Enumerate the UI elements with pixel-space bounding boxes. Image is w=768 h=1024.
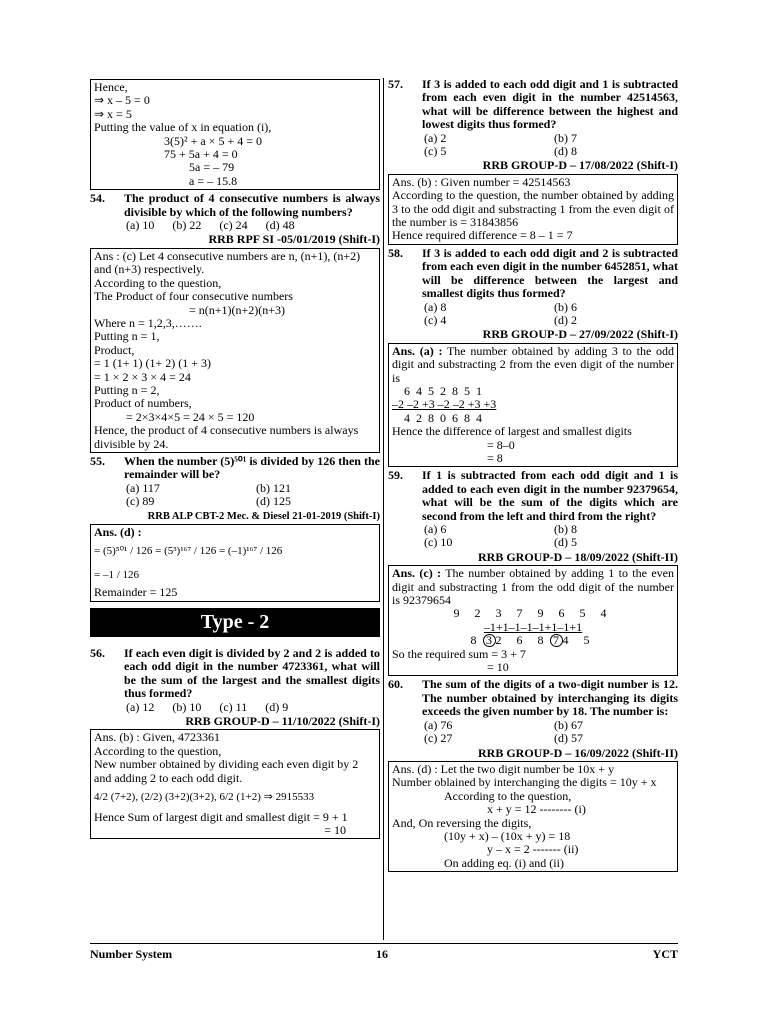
option: (d) 48: [265, 218, 295, 233]
text-line: = 1 × 2 × 3 × 4 = 24: [94, 369, 191, 384]
exam-source: RRB GROUP-D – 18/09/2022 (Shift-II): [478, 549, 678, 564]
text-line: According to the question,: [444, 788, 572, 803]
text-line: New number obtained by dividing each even digit by 2 and adding 2 to each odd digit.: [94, 757, 359, 785]
question-text: The product of 4 consecutive numbers is always divisible by which of the following numbers?: [124, 191, 380, 219]
question-54-options: [90, 219, 380, 232]
option: (a) 76: [424, 717, 453, 732]
footer-publisher: YCT: [652, 947, 678, 961]
option: (b) 10: [172, 699, 202, 714]
question-58-options: [388, 301, 678, 328]
text-line: ⇒ x – 5 = 0: [94, 93, 150, 108]
right-column: [388, 78, 678, 873]
text-line: 3(5)² + a × 5 + 4 = 0: [164, 133, 262, 148]
option: (d) 8: [554, 144, 577, 159]
answer-55-box: [90, 524, 380, 602]
text-line: According to the question, the number obtained by adding 3 to the odd digit and substracting 1 from the even digit of the number is = 31843856: [392, 188, 674, 230]
equation: = (5)⁵⁰¹ / 126 = (5³)¹⁶⁷ / 126 = (–1)¹⁶⁷ / 126: [94, 545, 283, 558]
text-line: y – x = 2 ------- (ii): [487, 842, 579, 857]
digit-row: 9 2 3 7 9 6 5 4: [453, 606, 613, 621]
text-line: On adding eq. (i) and (ii): [444, 855, 564, 870]
question-text: The sum of the digits of a two-digit number is 12. The number obtained by interchanging its digits exceeds the given number by 18. The number is:: [422, 677, 678, 719]
question-number: 55.: [90, 453, 105, 468]
question-56-options: [90, 701, 380, 714]
text-line: Where n = 1,2,3,…….: [94, 315, 202, 330]
text-line: So the required sum = 3 + 7: [392, 646, 526, 661]
option: (a) 2: [424, 130, 447, 145]
question-60-options: [388, 719, 678, 746]
text-line: Putting the value of x in equation (i),: [94, 120, 272, 135]
question-56: [90, 647, 380, 701]
text-line: (10y + x) – (10x + y) = 18: [444, 828, 571, 843]
exam-source: RRB GROUP-D – 17/08/2022 (Shift-I): [482, 158, 678, 173]
left-column: [90, 78, 380, 840]
answer-text: The number obtained by adding 1 to the even digit and substracting 1 from the odd digit of the number is 92379654: [392, 566, 674, 608]
exam-source: RRB GROUP-D – 16/09/2022 (Shift-II): [478, 745, 678, 760]
page-number: 16: [376, 947, 388, 961]
question-59: [388, 469, 678, 523]
question-text: If 1 is subtracted from each odd digit and 1 is added to each even digit in the number 92379654, what will be the sum of the digits which are second from the left and third from the right?: [422, 468, 678, 523]
result-row: 4 2 8 0 6 8 4: [404, 410, 482, 425]
option: (c) 24: [219, 218, 248, 233]
option: (b) 7: [554, 130, 577, 145]
text-line: = 10: [324, 822, 346, 837]
option: (c) 10: [424, 535, 453, 550]
text-line: The Product of four consecutive numbers: [94, 289, 293, 304]
question-57-options: [388, 132, 678, 159]
question-number: 56.: [90, 646, 105, 661]
text-line: Putting n = 1,: [94, 329, 160, 344]
question-text: If each even digit is divided by 2 and 2 is added to each odd digit in the number 4723361, what will be the sum of the largest and the smallest digits thus formed?: [124, 646, 380, 701]
exam-source: RRB GROUP-D – 11/10/2022 (Shift-I): [185, 714, 380, 729]
option: (d) 9: [265, 699, 289, 714]
answer-head: Ans. (d) :: [94, 525, 142, 539]
digit-row: 6 4 5 2 8 5 1: [404, 383, 482, 398]
result-digits: 2 6 8: [495, 633, 550, 648]
equation: = –1 / 126: [94, 568, 140, 581]
text-line: a = – 15.8: [189, 173, 238, 188]
option: (c) 27: [424, 731, 453, 746]
circled-digit: 3: [483, 634, 496, 647]
exam-source: RRB GROUP-D – 27/09/2022 (Shift-I): [482, 327, 678, 342]
option: (c) 89: [126, 494, 155, 509]
question-number: 59.: [388, 468, 403, 483]
answer-56-box: [90, 729, 380, 839]
answer-text: The number obtained by adding 3 to the odd digit and substracting 2 from the even digit of the number is: [392, 343, 674, 385]
text-line: According to the question,: [94, 275, 222, 290]
option: (a) 8: [424, 299, 447, 314]
question-text: If 3 is added to each odd digit and 1 is subtracted from each even digit in the number 42514563, what will be difference between the highest and lowest digits thus formed?: [422, 77, 678, 132]
option: (c) 5: [424, 144, 447, 159]
question-58: [388, 247, 678, 301]
result-digit: 8: [470, 633, 483, 648]
text-line: Hence, the product of 4 consecutive numbers is always divisible by 24.: [94, 423, 359, 451]
question-57: [388, 78, 678, 132]
option: (a) 6: [424, 522, 447, 536]
text-line: = 1 (1+ 1) (1+ 2) (1 + 3): [94, 356, 212, 371]
text-line: Number oblained by interchanging the digits = 10y + x: [392, 775, 657, 790]
question-number: 60.: [388, 677, 403, 692]
text-line: Product,: [94, 342, 135, 357]
text-line: Hence required difference = 8 – 1 = 7: [392, 228, 573, 243]
operation-row: –2 –2 +3 –2 –2 +3 +3: [392, 397, 497, 412]
equation: 4/2 (7+2), (2/2) (3+2)(3+2), 6/2 (1+2) ⇒ 2915533: [94, 791, 315, 804]
text-line: = n(n+1)(n+2)(n+3): [189, 302, 286, 317]
question-number: 54.: [90, 191, 105, 206]
answer-54-box: [90, 248, 380, 453]
question-number: 58.: [388, 245, 403, 260]
text-line: Hence the difference of largest and smallest digits: [392, 424, 632, 439]
text-line: Ans. (d) : Let the two digit number be 10x + y: [392, 761, 615, 776]
question-59-options: [388, 523, 678, 550]
option: (b) 121: [256, 480, 291, 495]
operation-row: –1+1–1–1–1+1–1+1: [483, 619, 583, 634]
text-line: Putting n = 2,: [94, 382, 160, 397]
text-line: = 8: [487, 450, 503, 465]
text-line: ⇒ x = 5: [94, 106, 132, 121]
option: (d) 57: [554, 731, 583, 746]
option: (a) 12: [126, 699, 155, 714]
option: (c) 11: [219, 699, 248, 714]
option: (d) 125: [256, 494, 291, 509]
answer-head: Ans. (c) :: [392, 566, 442, 581]
question-54: [90, 192, 380, 219]
option: (a) 10: [126, 218, 155, 233]
text-line: x + y = 12 -------- (i): [487, 802, 586, 817]
question-text: When the number (5)⁵⁰¹ is divided by 126 then the remainder will be?: [124, 453, 380, 482]
option: (a) 117: [126, 480, 160, 495]
question-55: [90, 455, 380, 482]
question-60: [388, 678, 678, 718]
question-55-options: [90, 482, 380, 509]
continued-answer-box: [90, 79, 380, 190]
text-line: = 2×3×4×5 = 24 × 5 = 120: [126, 409, 255, 424]
question-number: 57.: [388, 77, 403, 91]
answer-58-box: [388, 343, 678, 468]
text-line: Product of numbers,: [94, 396, 192, 411]
text-line: Ans. (b) : Given number = 42514563: [392, 174, 571, 189]
result-row: [392, 634, 674, 647]
question-text: If 3 is added to each odd digit and 2 is subtracted from each even digit in the number 6452851, what will be difference between the largest and smallest digits thus formed?: [422, 245, 678, 301]
circled-digit: 7: [550, 634, 563, 647]
option: (c) 4: [424, 312, 447, 327]
answer-57-box: [388, 174, 678, 245]
option: (b) 8: [554, 522, 577, 536]
text-line: 5a = – 79: [189, 160, 235, 175]
column-divider: [383, 78, 384, 940]
text-line: = 8–0: [487, 437, 515, 452]
answer-head: Ans. (a) :: [392, 343, 443, 358]
footer-divider: [90, 943, 678, 944]
answer-59-box: [388, 565, 678, 676]
text-line: Hence Sum of largest digit and smallest digit = 9 + 1: [94, 809, 348, 824]
option: (b) 67: [554, 717, 583, 732]
footer-chapter: Number System: [90, 947, 173, 961]
exam-source: RRB ALP CBT-2 Mec. & Diesel 21-01-2019 (Shift-I): [147, 510, 380, 522]
option: (b) 22: [172, 218, 202, 233]
text-line: 75 + 5a + 4 = 0: [164, 147, 238, 162]
remainder-line: Remainder = 125: [94, 585, 178, 600]
text-line: And, On reversing the digits,: [392, 815, 532, 830]
text-line: Ans. (b) : Given, 4723361: [94, 730, 220, 745]
type-heading-band: Type - 2: [90, 608, 380, 637]
text-line: According to the question,: [94, 743, 222, 758]
option: (b) 6: [554, 299, 577, 314]
text-line: = 10: [487, 660, 509, 675]
text-line: Ans : (c) Let 4 consecutive numbers are n, (n+1), (n+2) and (n+3) respectively.: [94, 248, 361, 277]
text-line: Hence,: [94, 80, 128, 94]
option: (d) 5: [554, 535, 577, 550]
exam-source: RRB RPF SI -05/01/2019 (Shift-I): [208, 232, 380, 247]
result-digits: 4 5: [562, 633, 596, 648]
answer-60-box: [388, 761, 678, 872]
option: (d) 2: [554, 312, 577, 327]
